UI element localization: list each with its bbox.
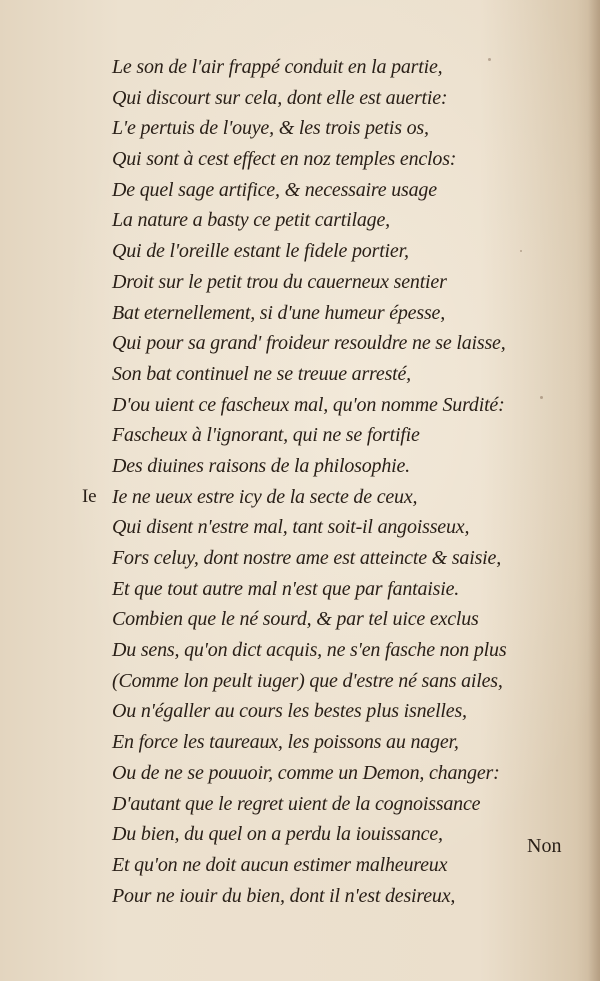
verse-block: [82, 52, 552, 911]
verse-line-18: Et que tout autre mal n'est que par fantaisie.: [112, 577, 460, 600]
verse-line-5: De quel sage artifice, & necessaire usage: [112, 178, 437, 201]
verse-line-24: Ou de ne se pouuoir, comme un Demon, changer:: [112, 761, 500, 784]
verse-line-7: Qui de l'oreille estant le fidele portier,: [112, 240, 409, 263]
verse-line-22: Ou n'égaller au cours les bestes plus isnelles,: [112, 700, 467, 723]
verse-line-1: Le son de l'air frappé conduit en la partie,: [112, 56, 443, 78]
verse-line-10: Qui pour sa grand' froideur resouldre ne se laisse,: [112, 332, 506, 355]
page-edge-shadow: [588, 0, 600, 981]
verse-line-20: Du sens, qu'on dict acquis, ne s'en fasche non plus: [112, 639, 507, 662]
verse-line-15: [82, 482, 552, 513]
verse-line-4: Qui sont à cest effect en noz temples enclos:: [112, 148, 457, 171]
verse-line-13: Fascheux à l'ignorant, qui ne se fortifie: [112, 424, 420, 447]
verse-line-16: Qui disent n'estre mal, tant soit-il angoisseux,: [112, 516, 470, 539]
verse-line-2: Qui discourt sur cela, dont elle est auertie:: [112, 86, 448, 109]
verse-line-27: Et qu'on ne doit aucun estimer malheureux: [112, 853, 448, 876]
verse-line-9: Bat eternellement, si d'une humeur épesse,: [112, 301, 446, 324]
verse-line-25: D'autant que le regret uient de la cognoissance: [112, 792, 481, 815]
verse-line-23: En force les taureaux, les poissons au nager,: [112, 731, 459, 754]
margin-note: Ie: [82, 485, 97, 507]
verse-line-21: (Comme lon peult iuger) que d'estre né sans ailes,: [112, 669, 503, 692]
verse-line-17: Fors celuy, dont nostre ame est atteincte & saisie,: [112, 547, 501, 569]
verse-line-14: Des diuines raisons de la philosophie.: [112, 454, 410, 477]
verse-line-12: D'ou uient ce fascheux mal, qu'on nomme Surdité:: [112, 393, 505, 416]
verse-line-6: La nature a basty ce petit cartilage,: [112, 209, 390, 232]
verse-line-19: Combien que le né sourd, & par tel uice exclus: [112, 608, 479, 631]
verse-line-8: Droit sur le petit trou du cauerneux sentier: [112, 270, 447, 293]
verse-line-3: L'e pertuis de l'ouye, & les trois petis os,: [112, 117, 429, 140]
verse-line-28: Pour ne iouir du bien, dont il n'est desireux,: [112, 884, 456, 907]
verse-line-11: Son bat continuel ne se treuue arresté,: [112, 362, 411, 385]
catchword: Non: [527, 835, 562, 857]
verse-line-15-text: Ie ne ueux estre icy de la secte de ceux,: [112, 485, 418, 508]
verse-line-26: Du bien, du quel on a perdu la iouissance,: [112, 823, 443, 846]
